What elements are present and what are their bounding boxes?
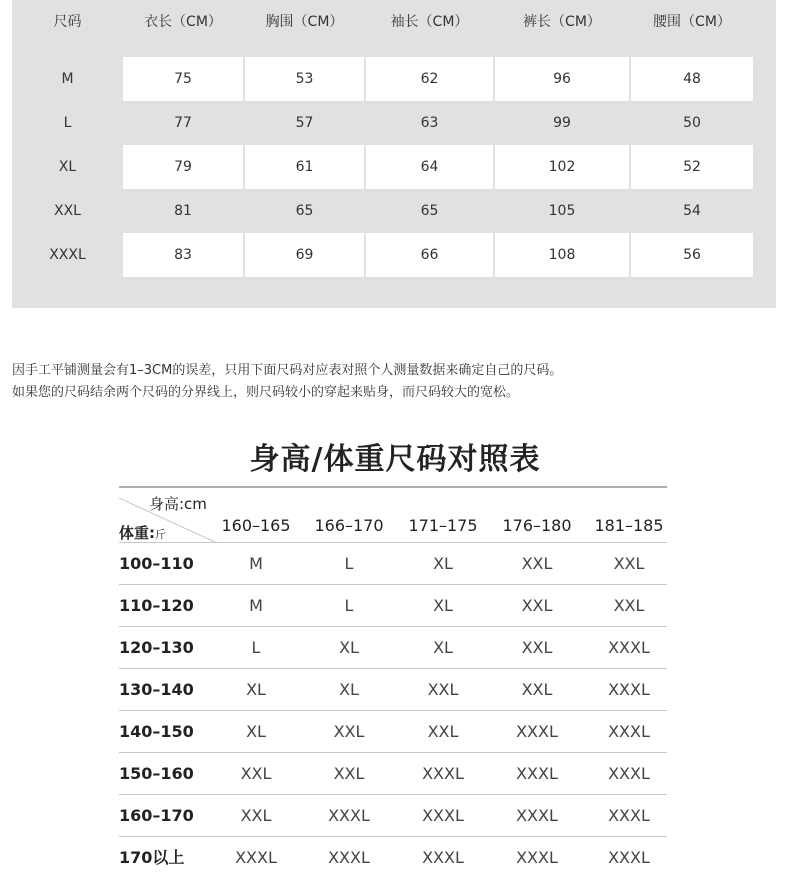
- size-value: 69: [245, 233, 364, 277]
- size-cell: XXXL: [235, 848, 277, 867]
- hw-row: [119, 711, 667, 753]
- size-cell: XXL: [333, 764, 365, 783]
- corner-weight-text: 体重:: [119, 524, 155, 542]
- size-value: 81: [123, 189, 243, 233]
- size-value: 54: [631, 189, 753, 233]
- weight-label: 100–110: [119, 554, 194, 573]
- size-label: XXXL: [49, 247, 86, 263]
- size-cell: XXL: [521, 596, 553, 615]
- size-cell: M: [249, 554, 263, 573]
- size-cell: XL: [433, 638, 453, 657]
- weight-label: 170以上: [119, 848, 185, 867]
- size-value: 65: [366, 189, 493, 233]
- size-value: 102: [495, 145, 629, 189]
- weight-label: 150–160: [119, 764, 194, 783]
- size-cell: XXL: [521, 638, 553, 657]
- size-cell: XXXL: [516, 722, 558, 741]
- size-value: 77: [123, 101, 243, 145]
- size-value: 83: [123, 233, 243, 277]
- size-cell: XL: [246, 680, 266, 699]
- size-cell: XXXL: [608, 638, 650, 657]
- size-cell: XXL: [240, 806, 272, 825]
- size-cell: XL: [339, 638, 359, 657]
- size-value: 65: [245, 189, 364, 233]
- header-length: 衣长（CM）: [144, 14, 222, 30]
- size-cell: L: [344, 596, 354, 615]
- height-header: 166–170: [314, 516, 384, 535]
- size-value: 105: [495, 189, 629, 233]
- size-cell: XXXL: [608, 680, 650, 699]
- weight-label: 160–170: [119, 806, 194, 825]
- size-value: 66: [366, 233, 493, 277]
- size-label: XXL: [54, 203, 81, 219]
- height-header: 160–165: [221, 516, 291, 535]
- header-waist: 腰围（CM）: [653, 14, 731, 30]
- size-label: M: [61, 71, 74, 87]
- header-sleeve: 袖长（CM）: [390, 14, 469, 30]
- size-value: 57: [245, 101, 364, 145]
- weight-label: 110–120: [119, 596, 194, 615]
- hw-row: [119, 753, 667, 795]
- size-cell: XXXL: [608, 806, 650, 825]
- size-cell: XL: [433, 554, 453, 573]
- size-cell: XXL: [613, 596, 645, 615]
- size-cell: XL: [339, 680, 359, 699]
- size-row: [12, 145, 776, 189]
- size-cell: XXXL: [608, 764, 650, 783]
- size-cell: XXL: [521, 554, 553, 573]
- size-cell: XXL: [333, 722, 365, 741]
- size-row: [12, 233, 776, 277]
- size-cell: XXXL: [422, 848, 464, 867]
- header-size: 尺码: [53, 14, 82, 30]
- size-value: 96: [495, 57, 629, 101]
- height-header: 176–180: [502, 516, 572, 535]
- hw-chart-title: 身高/体重尺码对照表: [249, 442, 541, 477]
- weight-label: 140–150: [119, 722, 194, 741]
- size-cell: M: [249, 596, 263, 615]
- size-value: 108: [495, 233, 629, 277]
- hw-row: [119, 795, 667, 837]
- size-cell: XXL: [427, 722, 459, 741]
- size-cell: XXXL: [516, 806, 558, 825]
- size-cell: XXXL: [328, 806, 370, 825]
- size-cell: XXXL: [516, 848, 558, 867]
- size-cell: XL: [433, 596, 453, 615]
- note-line-2: 如果您的尺码结余两个尺码的分界线上，则尺码较小的穿起来贴身，而尺码较大的宽松。: [12, 385, 520, 400]
- size-value: 64: [366, 145, 493, 189]
- weight-label: 130–140: [119, 680, 194, 699]
- size-value: 56: [631, 233, 753, 277]
- hw-row: [119, 543, 667, 585]
- size-cell: XXL: [427, 680, 459, 699]
- size-cell: XXXL: [608, 848, 650, 867]
- size-cell: XL: [246, 722, 266, 741]
- size-row: [12, 189, 776, 233]
- size-chart-header: [12, 0, 776, 44]
- size-cell: XXXL: [608, 722, 650, 741]
- weight-label: 120–130: [119, 638, 194, 657]
- size-value: 75: [123, 57, 243, 101]
- corner-weight-unit: 斤: [155, 528, 166, 541]
- size-value: 79: [123, 145, 243, 189]
- size-row: [12, 57, 776, 101]
- hw-chart-header: [119, 488, 667, 543]
- header-chest: 胸围（CM）: [265, 14, 344, 30]
- size-cell: XXXL: [422, 764, 464, 783]
- corner-weight-label: [119, 522, 166, 543]
- size-value: 50: [631, 101, 753, 145]
- size-value: 99: [495, 101, 629, 145]
- size-cell: XXL: [521, 680, 553, 699]
- size-cell: XXXL: [422, 806, 464, 825]
- hw-row: [119, 627, 667, 669]
- size-cell: XXXL: [516, 764, 558, 783]
- header-pants: 裤长（CM）: [523, 14, 601, 30]
- size-cell: L: [344, 554, 354, 573]
- corner-height-label: 身高:cm: [149, 495, 207, 513]
- hw-row: [119, 585, 667, 627]
- size-value: 63: [366, 101, 493, 145]
- size-row: [12, 101, 776, 145]
- size-value: 52: [631, 145, 753, 189]
- size-cell: XXL: [240, 764, 272, 783]
- note-line-1: 因手工平铺测量会有1–3CM的误差，只用下面尺码对应表对照个人测量数据来确定自己的尺码。: [12, 363, 563, 378]
- size-value: 62: [366, 57, 493, 101]
- measurement-note: [12, 360, 782, 404]
- size-cell: XXL: [613, 554, 645, 573]
- size-value: 61: [245, 145, 364, 189]
- height-header: 171–175: [408, 516, 478, 535]
- size-cell: XXXL: [328, 848, 370, 867]
- height-header: 181–185: [594, 516, 664, 535]
- hw-row: [119, 669, 667, 711]
- size-cell: L: [251, 638, 261, 657]
- size-chart-panel: [12, 0, 776, 308]
- size-label: L: [63, 115, 72, 131]
- size-value: 48: [631, 57, 753, 101]
- size-value: 53: [245, 57, 364, 101]
- size-label: XL: [58, 159, 77, 175]
- hw-row: [119, 837, 667, 878]
